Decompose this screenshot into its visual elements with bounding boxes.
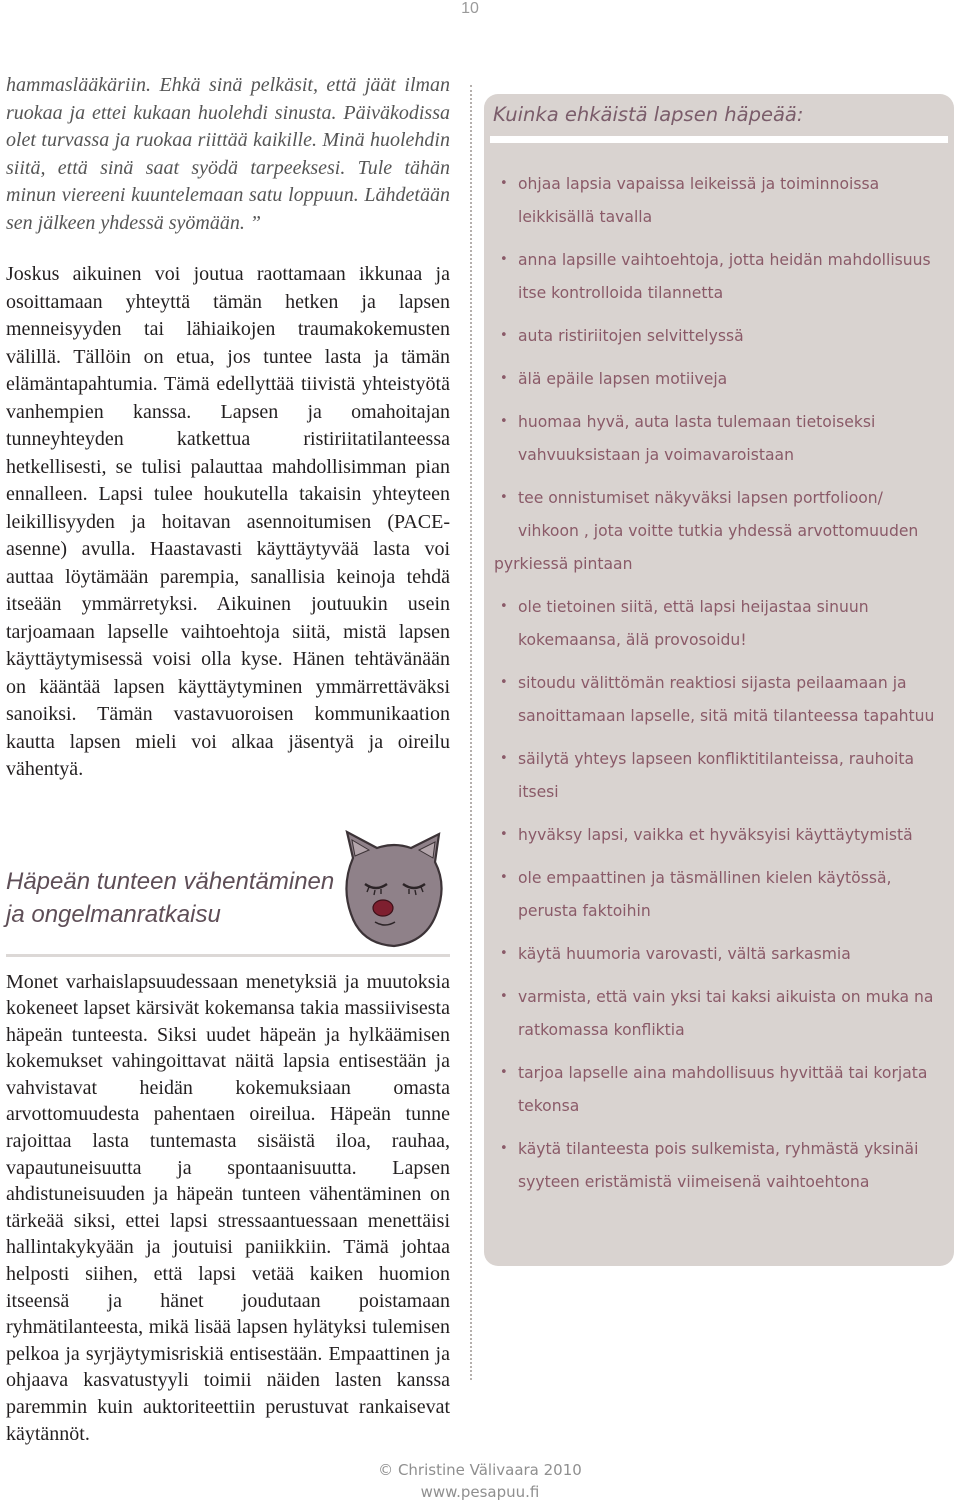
section-title <box>6 865 346 931</box>
section-title-line-2: ja ongelmanratkaisu <box>6 900 221 928</box>
tip-item: • anna lapsille vaihtoehtoja, jotta heidän mahdollisuus itse kontrolloida tilannetta <box>494 244 944 310</box>
tip-item-continuation: pyrkiessä pintaan <box>494 555 633 573</box>
tip-item: • ole tietoinen siitä, että lapsi heijastaa sinuun kokemaansa, älä provosoidu! <box>494 591 944 657</box>
tip-item: • tarjoa lapselle aina mahdollisuus hyvittää tai korjata tekonsa <box>494 1057 944 1123</box>
tips-sidebar <box>484 94 954 1266</box>
main-column <box>6 72 450 1447</box>
tip-item: • säilytä yhteys lapseen konfliktitilanteissa, rauhoita itsesi <box>494 743 944 809</box>
tip-item: • hyväksy lapsi, vaikka et hyväksyisi käyttäytymistä <box>494 819 944 852</box>
footer-copyright: © Christine Välivaara 2010 <box>378 1461 582 1479</box>
tip-item: • tee onnistumiset näkyväksi lapsen portfolioon/ vihkoon , jota voitte tutkia yhdessä arvottomuuden <box>494 482 944 548</box>
page-number: 10 <box>461 0 479 17</box>
sleepy-cat-illustration <box>339 830 449 950</box>
tip-item: • huomaa hyvä, auta lasta tulemaan tietoiseksi vahvuuksistaan ja voimavaroistaan <box>494 406 944 472</box>
body-paragraph-1: Joskus aikuinen voi joutua raottamaan ikkunaa ja osoittamaan yhteyttä tämän hetken ja lapsen menneisyyden tai lähiaikojen traumakokemusten välillä. Tällöin on etua, jos tuntee lasta ja tämän elämäntapahtumia. Tämä edellyttää tiivistä yhteistyötä vanhempien kanssa. Lapsen ja omahoitajan tunneyhteyden katkettua ristiriitatilanteessa hetkellisesti, se tulisi palauttaa mahdollisimman pian ennalleen. Lapsi tulee houkutella takaisin yhteyteen leikillisyyden ja hoitavan asennoitumisen (PACE- asenne) avulla. Haastavasti käyttäytyvää lasta voi auttaa löytämään parempia, sanallisia keinoja tehdä itseään ymmärretyksi. Aikuinen joutuukin usein tarjoamaan lapselle vaihtoehtoja siitä, mistä lapsen käyttäytymisessä voisi olla kyse. Hänen tehtävänään on kääntää lapsen käyttäytyminen ymmärrettäväksi sanoiksi. Tämän vastavuoroisen kommunikaation kautta lapsen mieli voi alkaa jäsentyä ja oireilu vähentyä. <box>6 263 450 780</box>
page-footer <box>0 1459 960 1503</box>
tip-item: • käytä tilanteesta pois sulkemista, ryhmästä yksinäi syyteen eristämistä viimeisenä vaihtoehtona <box>494 1133 944 1199</box>
tip-item: • älä epäile lapsen motiiveja <box>494 363 944 396</box>
sidebar-title: Kuinka ehkäistä lapsen häpeää: <box>493 103 804 126</box>
section-divider <box>6 954 450 957</box>
body-paragraph-2: Monet varhaislapsuudessaan menetyksiä ja muutoksia kokeneet lapset kärsivät kokemansa takia massiivisesta häpeän tunteesta. Siksi uudet häpeän ja hylkäämisen kokemukset vahingoittavat näitä lapsia entisestään ja vahvistavat heidän kokemuksiaan omasta arvottomuudesta pahentaen oireilua. Häpeän tunne rajoittaa lasta tuntemasta sisäistä iloa, rauhaa, vapautuneisuutta ja spontaanisuutta. Lapsen ahdistuneisuuden ja häpeän tunteen vähentäminen on tärkeää siksi, ettei lapsi stressaantuessaan menettäisi hallintakykyään ja joutuisi paniikkiin. Tämä johtaa helposti siihen, että lapsi vetää kaiken huomion itseensä ja hänet joudutaan poistamaan ryhmätilanteesta, mikä lisää lapsen hylätyksi tulemisen pelkoa ja syrjäytymisriskiä entisestään. Empaattinen ja ohjaava kasvatustyyli toimii näiden lasten kanssa paremmin kuin auktoriteettiin perustuvat rankaisevat käytännöt. <box>6 970 450 1445</box>
tip-item: • ohjaa lapsia vapaissa leikeissä ja toiminnoissa leikkisällä tavalla <box>494 168 944 234</box>
sidebar-title-rule <box>490 136 948 143</box>
section-title-line-1: Häpeän tunteen vähentäminen <box>6 867 335 895</box>
tips-list <box>494 168 944 1209</box>
tip-item: • auta ristiriitojen selvittelyssä <box>494 320 944 353</box>
tip-item: • varmista, että vain yksi tai kaksi aikuista on muka na ratkomassa konfliktia <box>494 981 944 1047</box>
footer-website: www.pesapuu.fi <box>420 1483 540 1501</box>
tip-item: • sitoudu välittömän reaktiosi sijasta peilaamaan ja sanoittamaan lapselle, sitä mitä tilanteessa tapahtuu <box>494 667 944 733</box>
tip-item: • ole empaattinen ja täsmällinen kielen käytössä, perusta faktoihin <box>494 862 944 928</box>
tip-item: • käytä huumoria varovasti, vältä sarkasmia <box>494 938 944 971</box>
intro-italic-quote: hammaslääkäriin. Ehkä sinä pelkäsit, että jäät ilman ruokaa ja ettei kukaan huolehdi sinusta. Päiväkodissa olet turvassa ja ruokaa riittää kaikille. Minä huolehdin siitä, että sinä saat syödä tarpeeksesi. Tule tähän minun viereeni kuuntelemaan satu loppuun. Lähdetään sen jälkeen yhdessä syömään. ” <box>6 74 450 234</box>
section-heading-block <box>6 830 450 950</box>
column-divider <box>470 85 472 1380</box>
